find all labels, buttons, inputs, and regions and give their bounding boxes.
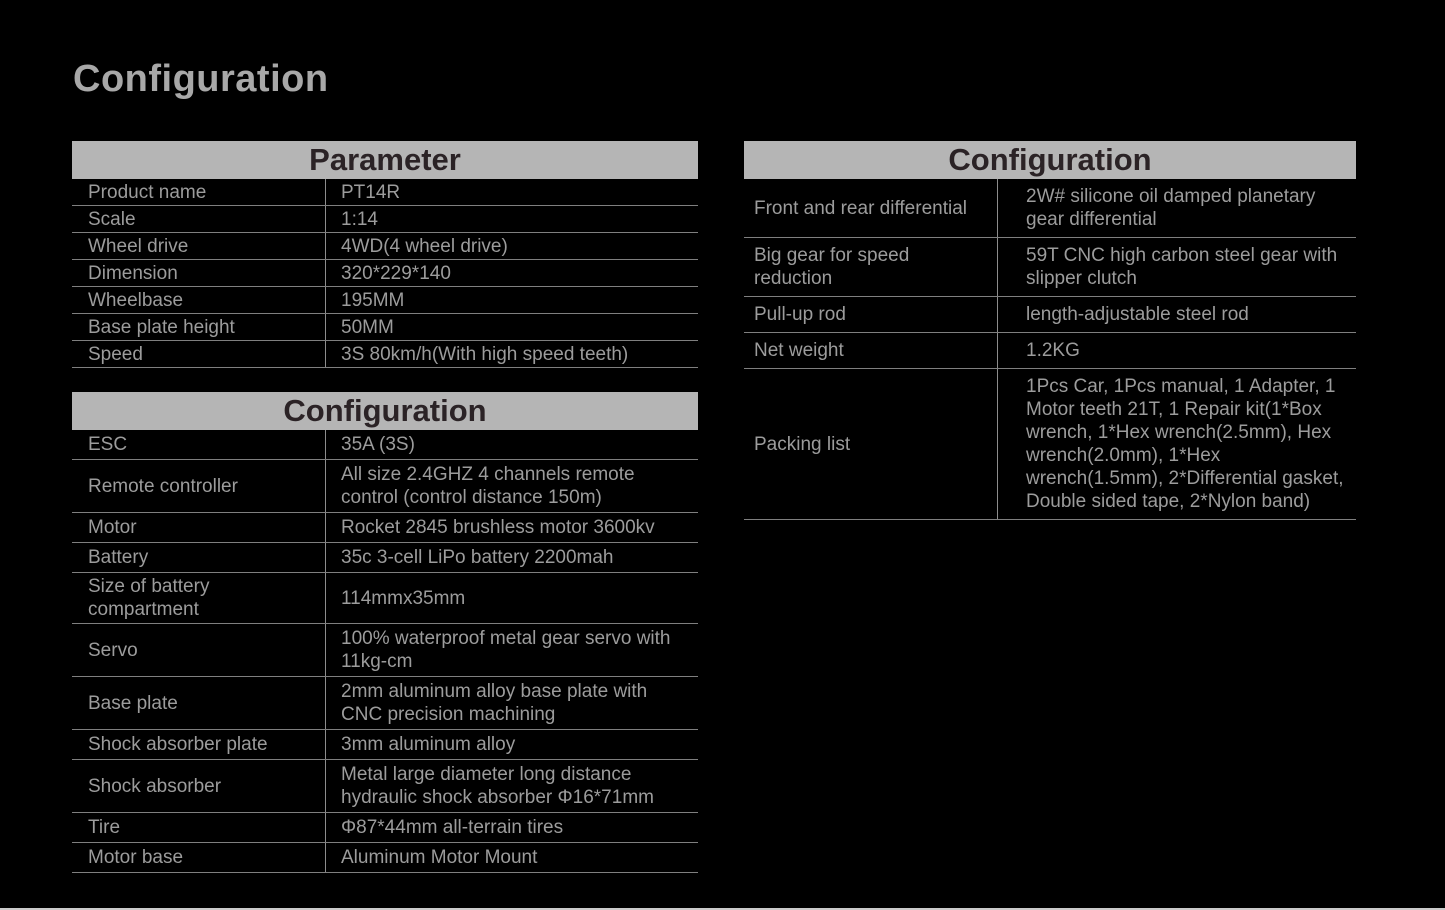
configuration-table-left xyxy=(72,392,698,873)
table-row xyxy=(744,369,1356,520)
table-row xyxy=(72,260,698,287)
row-value: Metal large diameter long distance hydraulic shock absorber Φ16*71mm xyxy=(341,764,654,808)
table-row xyxy=(72,760,698,813)
table-row xyxy=(72,233,698,260)
row-value: 59T CNC high carbon steel gear with slipper clutch xyxy=(1026,245,1338,289)
table-row xyxy=(744,333,1356,369)
table-row xyxy=(72,730,698,760)
table-row xyxy=(72,513,698,543)
row-label: Motor base xyxy=(72,843,326,872)
table-row xyxy=(72,206,698,233)
table-row xyxy=(72,813,698,843)
row-label: Pull-up rod xyxy=(744,297,998,332)
row-value: 50MM xyxy=(341,316,394,338)
row-value: length-adjustable steel rod xyxy=(1026,304,1249,325)
row-label: Base plate height xyxy=(72,314,326,340)
table-row xyxy=(72,341,698,368)
row-label: Speed xyxy=(72,341,326,367)
row-value: All size 2.4GHZ 4 channels remote control (control distance 150m) xyxy=(341,464,635,508)
page-title: Configuration xyxy=(73,58,329,100)
row-value: 1.2KG xyxy=(1026,340,1080,361)
row-value: 1Pcs Car, 1Pcs manual, 1 Adapter, 1 Motor teeth 21T, 1 Repair kit(1*Box wrench, 1*Hex wrench(2.5mm), Hex wrench(2.0mm), 1*Hex wrench(1.5mm), 2*Differential gasket, Double sided tape, 2*Nylon band) xyxy=(1026,376,1344,512)
table-row xyxy=(72,543,698,573)
table-row xyxy=(72,843,698,873)
configuration-table-right xyxy=(744,141,1356,520)
row-label: Wheel drive xyxy=(72,233,326,259)
row-label: Packing list xyxy=(744,369,998,519)
row-label: Dimension xyxy=(72,260,326,286)
row-label: Wheelbase xyxy=(72,287,326,313)
parameter-table-body xyxy=(72,179,698,368)
configuration-table-left-body xyxy=(72,430,698,873)
table-row xyxy=(72,677,698,730)
table-row xyxy=(72,314,698,341)
row-label: Scale xyxy=(72,206,326,232)
table-row xyxy=(72,287,698,314)
row-label: Shock absorber xyxy=(72,760,326,812)
parameter-table xyxy=(72,141,698,368)
row-label: Size of battery compartment xyxy=(72,573,326,623)
row-value: 35c 3-cell LiPo battery 2200mah xyxy=(341,547,614,568)
row-value: 320*229*140 xyxy=(341,262,451,284)
table-row xyxy=(744,297,1356,333)
row-value: 3mm aluminum alloy xyxy=(341,734,516,755)
table-row xyxy=(744,179,1356,238)
table-row xyxy=(72,624,698,677)
parameter-table-header: Parameter xyxy=(72,141,698,179)
table-row xyxy=(72,573,698,624)
row-value: 4WD(4 wheel drive) xyxy=(341,235,508,257)
configuration-table-right-body xyxy=(744,179,1356,520)
table-row xyxy=(744,238,1356,297)
row-label: Servo xyxy=(72,624,326,676)
content-columns xyxy=(72,141,1356,873)
row-value: Rocket 2845 brushless motor 3600kv xyxy=(341,517,655,538)
row-label: Product name xyxy=(72,179,326,205)
left-column xyxy=(72,141,698,873)
right-column xyxy=(744,141,1356,520)
row-label: ESC xyxy=(72,430,326,459)
row-value: PT14R xyxy=(341,181,401,203)
row-label: Shock absorber plate xyxy=(72,730,326,759)
row-value: Φ87*44mm all-terrain tires xyxy=(341,817,564,838)
row-label: Base plate xyxy=(72,677,326,729)
row-label: Front and rear differential xyxy=(744,179,998,237)
row-value: 2W# silicone oil damped planetary gear differential xyxy=(1026,186,1316,230)
row-value: 1:14 xyxy=(341,208,378,230)
row-value: 100% waterproof metal gear servo with 11kg-cm xyxy=(341,628,671,672)
row-value: 195MM xyxy=(341,289,405,311)
row-value: 2mm aluminum alloy base plate with CNC precision machining xyxy=(341,681,648,725)
row-label: Net weight xyxy=(744,333,998,368)
row-value: 3S 80km/h(With high speed teeth) xyxy=(341,343,629,365)
row-label: Big gear for speed reduction xyxy=(744,238,998,296)
row-label: Battery xyxy=(72,543,326,572)
row-value: 114mmx35mm xyxy=(341,587,466,609)
table-row xyxy=(72,430,698,460)
configuration-table-left-header: Configuration xyxy=(72,392,698,430)
table-row xyxy=(72,460,698,513)
row-label: Motor xyxy=(72,513,326,542)
configuration-table-right-header: Configuration xyxy=(744,141,1356,179)
row-value: 35A (3S) xyxy=(341,434,415,455)
row-label: Tire xyxy=(72,813,326,842)
table-row xyxy=(72,179,698,206)
row-value: Aluminum Motor Mount xyxy=(341,847,538,868)
row-label: Remote controller xyxy=(72,460,326,512)
